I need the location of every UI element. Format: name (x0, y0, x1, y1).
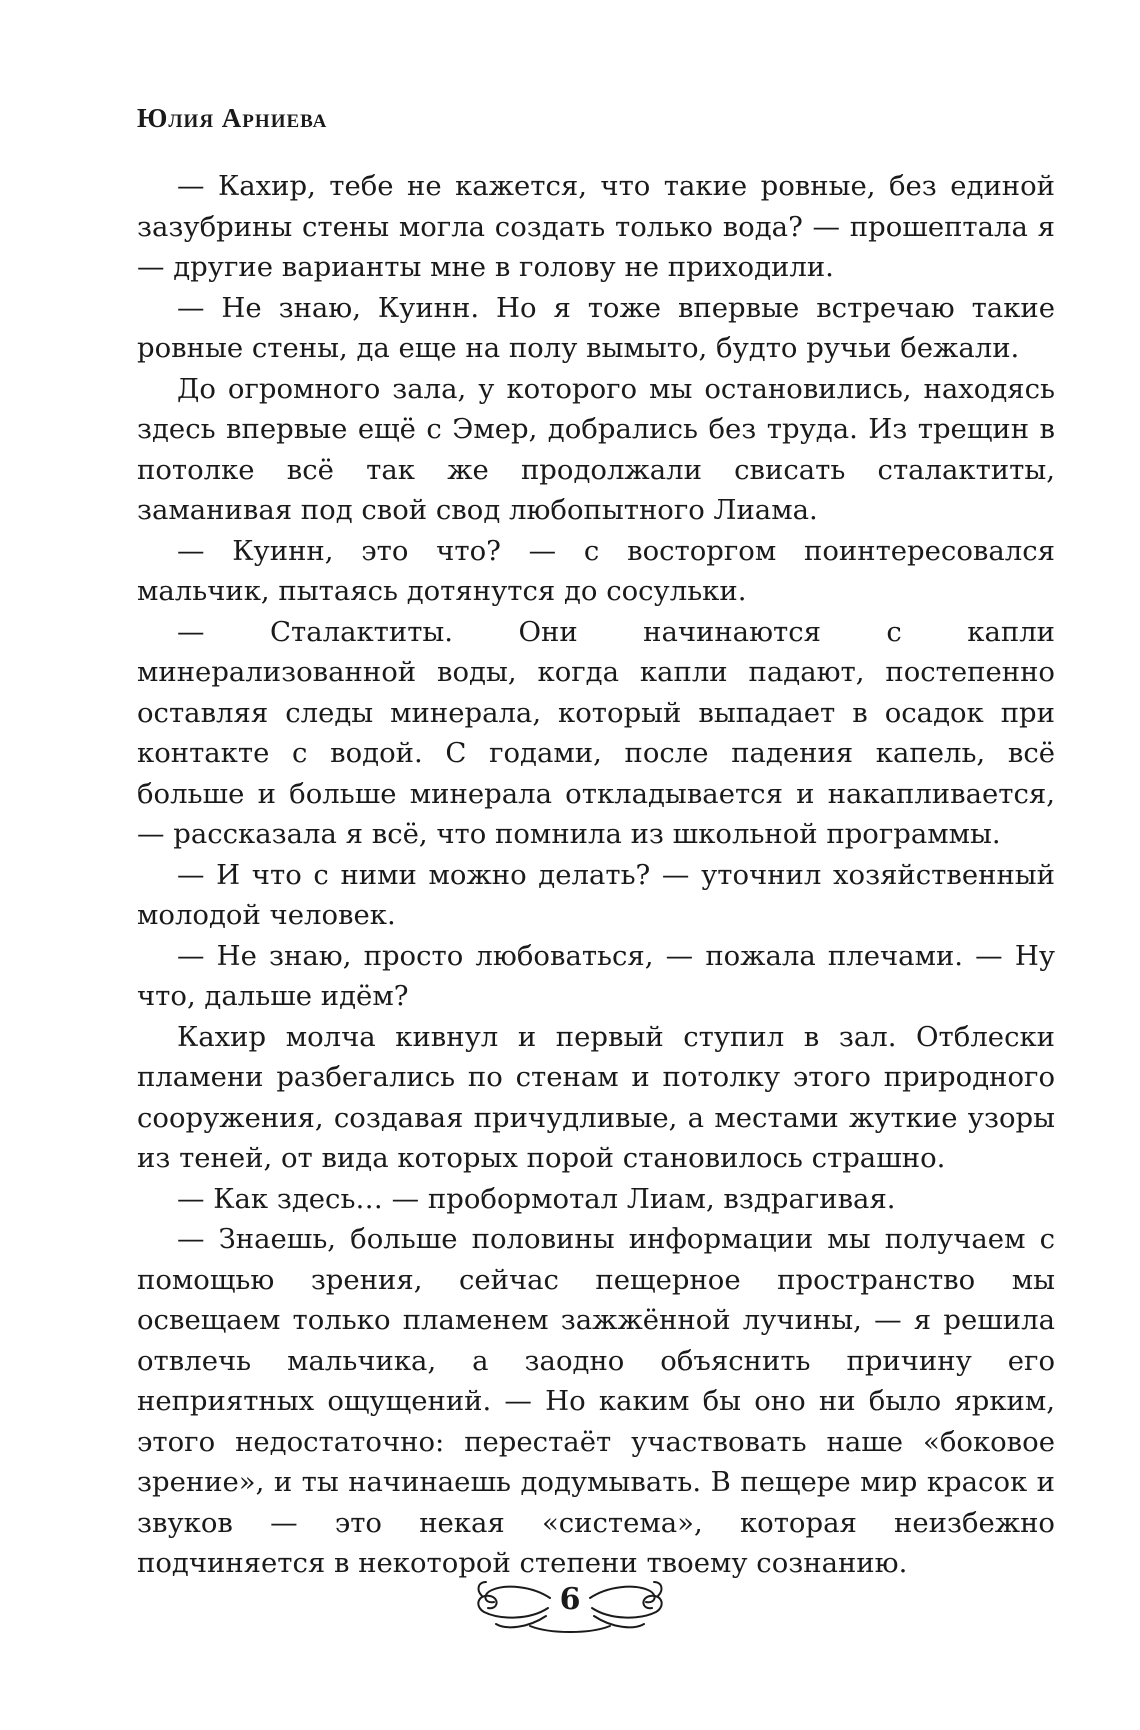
paragraph: — Сталактиты. Они начинаются с капли минерализованной воды, когда капли падают, постепенно оставляя следы минерала, который выпадает в осадок при контакте с водой. С годами, после падения капель, всё больше и больше минерала откладывается и накапливается, — рассказала я всё, что помнила из школьной программы. (137, 615, 1055, 850)
body-text (137, 166, 1055, 1584)
paragraph: — Кахир, тебе не кажется, что такие ровные, без единой зазубрины стены могла создать только вода? — прошептала я — другие варианты мне в голову не приходили. (137, 170, 1055, 283)
paragraph: До огромного зала, у которого мы остановились, находясь здесь впервые ещё с Эмер, добрались без труда. Из трещин в потолке всё так же продолжали свисать сталактиты, заманивая под свой свод любопытного Лиама. (137, 372, 1055, 526)
running-head-author: Юлия Арниева (137, 103, 328, 133)
paragraph: — Не знаю, Куинн. Но я тоже впервые встречаю такие ровные стены, да еще на полу вымыто, будто ручьи бежали. (137, 291, 1055, 364)
paragraph: — Как здесь… — пробормотал Лиам, вздрагивая. (177, 1182, 896, 1215)
paragraph: — И что с ними можно делать? — уточнил хозяйственный молодой человек. (137, 858, 1055, 931)
page-number-ornament (470, 1568, 670, 1638)
paragraph: Кахир молча кивнул и первый ступил в зал. Отблески пламени разбегались по стенам и потолку этого природного сооружения, создавая причудливые, а местами жуткие узоры из теней, от вида которых порой становилось страшно. (137, 1020, 1055, 1174)
page-number: 6 (559, 1582, 581, 1617)
paragraph: — Не знаю, просто любоваться, — пожала плечами. — Ну что, дальше идём? (137, 939, 1055, 1012)
paragraph: — Куинн, это что? — с восторгом поинтересовался мальчик, пытаясь дотянутся до сосульки. (137, 534, 1055, 607)
paragraph: — Знаешь, больше половины информации мы получаем с помощью зрения, сейчас пещерное пространство мы освещаем только пламенем зажжённой лучины, — я решила отвлечь мальчика, а заодно объяснить причину его неприятных ощущений. — Но каким бы оно ни было ярким, этого недостаточно: перестаёт участвовать наше «боковое зрение», и ты начинаешь додумывать. В пещере мир красок и звуков — это некая «система», которая неизбежно подчиняется в некоторой степени твоему сознанию. (137, 1223, 1055, 1579)
